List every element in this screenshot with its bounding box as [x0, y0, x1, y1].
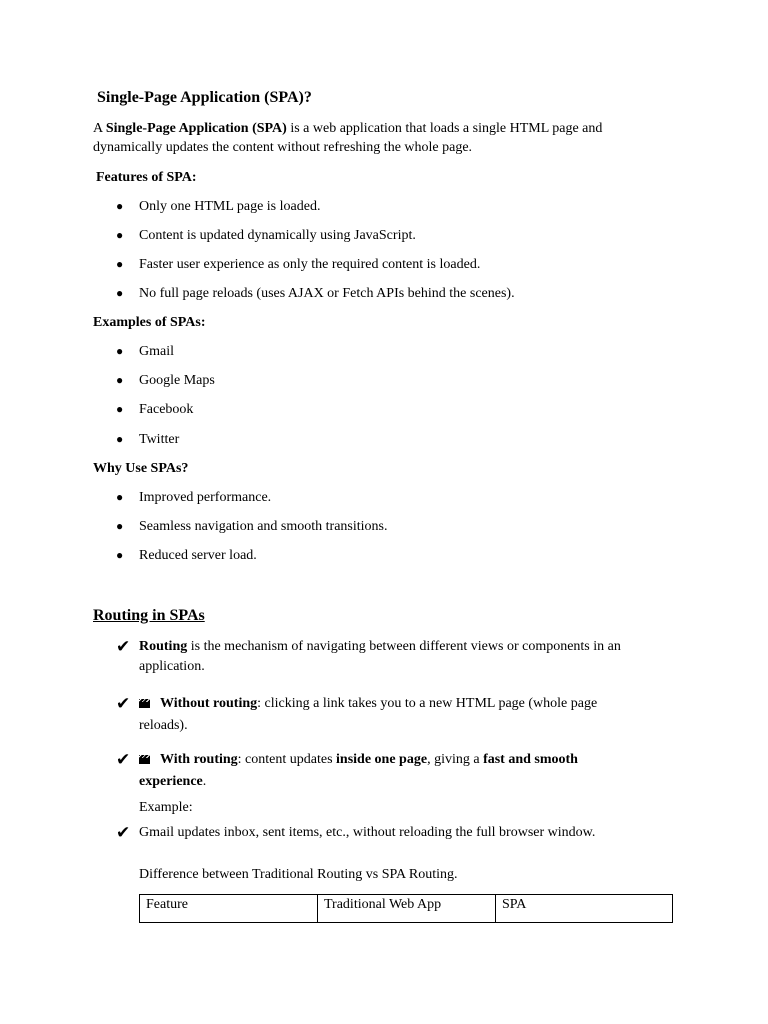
intro-paragraph — [93, 119, 673, 157]
why-item: Improved performance. — [139, 490, 272, 505]
section-title-routing: Routing in SPAs — [93, 607, 205, 624]
check-icon: ✔ — [116, 823, 131, 842]
with-routing-line2-text: . — [202, 774, 207, 789]
gmail-example: Gmail updates inbox, sent items, etc., without reloading the full browser window. — [139, 825, 596, 840]
with-routing-text2: , giving a — [427, 752, 484, 767]
feature-item: Content is updated dynamically using JavaScript. — [139, 228, 416, 243]
example-item: Google Maps — [139, 373, 215, 388]
table-header-row — [140, 895, 673, 923]
table-header-cell: SPA — [496, 895, 673, 923]
bullet-icon: ● — [116, 199, 124, 213]
bullet-icon: ● — [116, 257, 124, 271]
with-routing-term: With routing — [160, 752, 238, 767]
without-routing-term: Without routing — [160, 696, 258, 711]
example-item: Gmail — [139, 344, 174, 359]
examples-heading: Examples of SPAs: — [93, 315, 206, 330]
with-routing-line1 — [139, 750, 578, 769]
intro-prefix: A — [93, 121, 106, 136]
table-header-cell: Feature — [140, 895, 318, 923]
feature-item: No full page reloads (uses AJAX or Fetch APIs behind the scenes). — [139, 286, 515, 301]
routing-item-line2: application. — [139, 659, 205, 674]
check-icon: ✔ — [116, 637, 131, 656]
bullet-icon: ● — [116, 344, 124, 358]
difference-caption: Difference between Traditional Routing vs SPA Routing. — [139, 867, 458, 882]
with-routing-line2-bold: experience — [139, 774, 203, 789]
without-routing-text: : clicking a link takes you to a new HTML page (whole page — [257, 696, 598, 711]
with-routing-bold3: fast and smooth — [483, 752, 578, 767]
check-icon: ✔ — [116, 750, 131, 769]
bullet-icon: ● — [116, 402, 124, 416]
feature-item: Only one HTML page is loaded. — [139, 199, 321, 214]
example-label: Example: — [139, 800, 193, 815]
routing-term: Routing — [139, 639, 188, 654]
without-routing-line2: reloads). — [139, 718, 188, 733]
intro-suffix: is a web application that loads a single HTML page and dynamically updates the content without refreshing the whole page. — [93, 121, 603, 155]
with-routing-line2 — [139, 772, 206, 791]
check-icon: ✔ — [116, 694, 131, 713]
clapperboard-icon — [139, 699, 150, 708]
why-item: Reduced server load. — [139, 548, 257, 563]
bullet-icon: ● — [116, 548, 124, 562]
table-header-cell: Traditional Web App — [318, 895, 496, 923]
bullet-icon: ● — [116, 286, 124, 300]
routing-text: is the mechanism of navigating between different views or components in an — [187, 639, 621, 654]
example-item: Facebook — [139, 402, 194, 417]
example-item: Twitter — [139, 432, 180, 447]
bullet-icon: ● — [116, 373, 124, 387]
routing-item-line1 — [139, 637, 621, 656]
without-routing-line1 — [139, 694, 597, 713]
section-title-spa — [93, 88, 312, 107]
section-title-text: Single-Page Application (SPA)? — [97, 89, 312, 106]
why-item: Seamless navigation and smooth transitions. — [139, 519, 388, 534]
with-routing-bold2: inside one page — [336, 752, 428, 767]
features-heading: Features of SPA: — [96, 170, 197, 185]
feature-item: Faster user experience as only the required content is loaded. — [139, 257, 481, 272]
with-routing-text1: : content updates — [237, 752, 337, 767]
intro-bold-term: Single-Page Application (SPA) — [105, 121, 287, 136]
clapperboard-icon — [139, 755, 150, 764]
bullet-icon: ● — [116, 519, 124, 533]
bullet-icon: ● — [116, 228, 124, 242]
bullet-icon: ● — [116, 490, 124, 504]
why-heading: Why Use SPAs? — [93, 461, 189, 476]
comparison-table — [139, 894, 673, 923]
bullet-icon: ● — [116, 432, 124, 446]
